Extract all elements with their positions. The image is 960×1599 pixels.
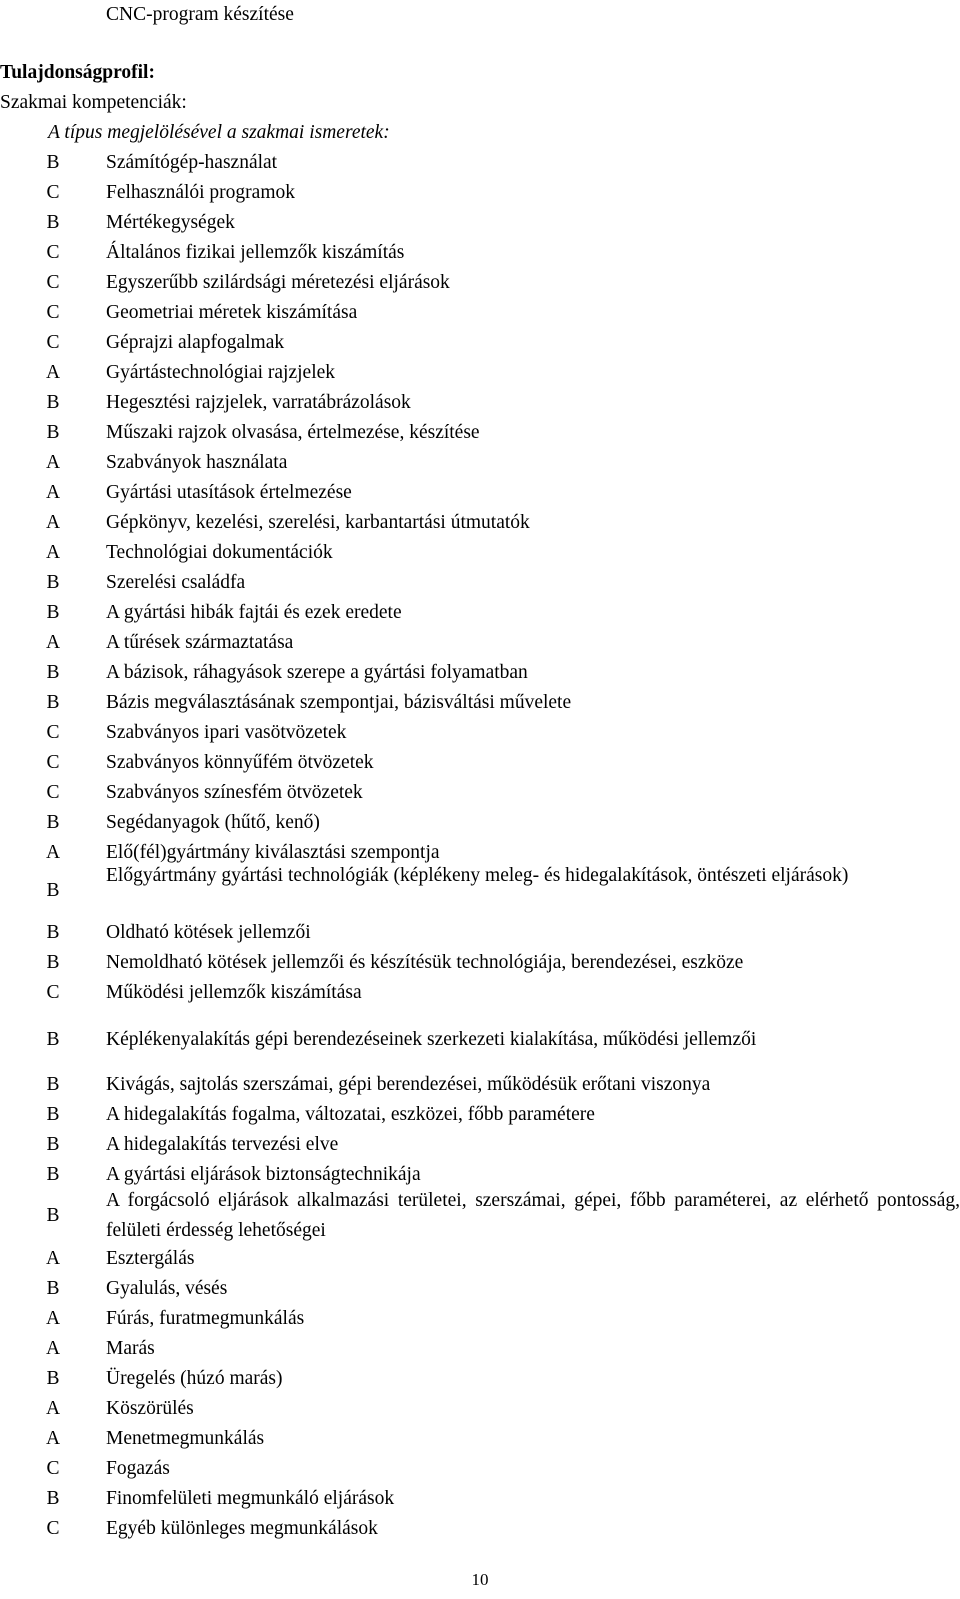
competency-text: A bázisok, ráhagyások szerepe a gyártási folyamatban bbox=[106, 662, 528, 683]
list-item bbox=[0, 920, 960, 946]
competency-text: Bázis megválasztásának szempontjai, bázisváltási művelete bbox=[106, 692, 572, 713]
competency-text: Oldható kötések jellemzői bbox=[106, 922, 311, 943]
list-item bbox=[0, 810, 960, 836]
competency-level: B bbox=[46, 1488, 60, 1509]
competency-level: B bbox=[46, 422, 60, 443]
competencies-subtitle: Szakmai kompetenciák: bbox=[0, 92, 187, 113]
list-item bbox=[0, 1456, 960, 1482]
competency-text: Működési jellemzők kiszámítása bbox=[106, 982, 362, 1003]
competency-level: C bbox=[46, 272, 60, 293]
list-item bbox=[0, 1486, 960, 1512]
competency-level: B bbox=[46, 1134, 60, 1155]
competency-level: A bbox=[45, 452, 61, 473]
competency-text: Nemoldható kötések jellemzői és készítésük technológiája, berendezései, eszköze bbox=[106, 952, 744, 973]
knowledge-subheading: A típus megjelölésével a szakmai ismeretek: bbox=[48, 122, 390, 143]
competency-text: Menetmegmunkálás bbox=[106, 1428, 265, 1449]
competency-level: A bbox=[45, 362, 61, 383]
list-item bbox=[0, 570, 960, 596]
list-item bbox=[0, 270, 960, 296]
competency-level: A bbox=[45, 1248, 61, 1269]
competency-text: Számítógép-használat bbox=[106, 152, 278, 173]
list-item bbox=[0, 1072, 960, 1098]
page-number: 10 bbox=[471, 1570, 489, 1589]
competency-level: A bbox=[45, 1428, 61, 1449]
competency-level: C bbox=[46, 722, 60, 743]
competency-level: B bbox=[46, 922, 60, 943]
list-item bbox=[0, 1366, 960, 1392]
page-header-title: CNC-program készítése bbox=[106, 4, 294, 25]
competency-text: A forgácsoló eljárások alkalmazási területei, szerszámai, gépei, főbb paraméterei, az elérhető pontosság, felületi érdesség lehetőségei bbox=[106, 1190, 960, 1241]
competency-level: C bbox=[46, 182, 60, 203]
competency-level: B bbox=[46, 1164, 60, 1185]
list-item bbox=[0, 150, 960, 176]
competency-level: B bbox=[46, 812, 60, 833]
competency-level: A bbox=[45, 1398, 61, 1419]
list-item bbox=[0, 1246, 960, 1272]
list-item bbox=[0, 1102, 960, 1128]
competency-text: Hegesztési rajzjelek, varratábrázolások bbox=[106, 392, 411, 413]
competency-text: A hidegalakítás tervezési elve bbox=[106, 1134, 339, 1155]
list-item bbox=[0, 660, 960, 686]
list-item bbox=[0, 510, 960, 536]
competency-text: Üregelés (húzó marás) bbox=[106, 1368, 283, 1389]
list-item bbox=[0, 390, 960, 416]
competency-level: C bbox=[46, 332, 60, 353]
competency-level: C bbox=[46, 782, 60, 803]
competency-text: Műszaki rajzok olvasása, értelmezése, készítése bbox=[106, 422, 480, 443]
competency-level: C bbox=[46, 1518, 60, 1539]
competency-text: A tűrések származtatása bbox=[106, 632, 294, 653]
competency-text: Marás bbox=[106, 1338, 155, 1359]
competency-level: B bbox=[46, 1368, 60, 1389]
list-item bbox=[0, 1426, 960, 1452]
list-item bbox=[0, 480, 960, 506]
list-item bbox=[0, 180, 960, 206]
competency-level: C bbox=[46, 752, 60, 773]
competency-level: B bbox=[46, 392, 60, 413]
competency-text: Egyéb különleges megmunkálások bbox=[106, 1518, 378, 1539]
competency-text: Fúrás, furatmegmunkálás bbox=[106, 1308, 305, 1329]
competency-text: Géprajzi alapfogalmak bbox=[106, 332, 285, 353]
competency-level: A bbox=[45, 842, 61, 863]
competency-text: Előgyártmány gyártási technológiák (képlékeny meleg- és hidegalakítások, öntészeti eljárások) bbox=[106, 865, 849, 886]
competency-level: A bbox=[45, 1308, 61, 1329]
list-item bbox=[0, 1396, 960, 1422]
competency-level: A bbox=[45, 482, 61, 503]
list-item bbox=[0, 720, 960, 746]
list-item bbox=[0, 1027, 960, 1053]
list-item bbox=[0, 1186, 960, 1246]
list-item bbox=[0, 600, 960, 626]
competency-text: Gépkönyv, kezelési, szerelési, karbantartási útmutatók bbox=[106, 512, 530, 533]
competency-text: Gyalulás, vésés bbox=[106, 1278, 228, 1299]
competency-text: Általános fizikai jellemzők kiszámítás bbox=[106, 242, 405, 263]
competency-level: B bbox=[46, 1074, 60, 1095]
list-item bbox=[0, 300, 960, 326]
competency-text: Szerelési családfa bbox=[106, 572, 246, 593]
competency-level: B bbox=[46, 212, 60, 233]
competency-text: Technológiai dokumentációk bbox=[106, 542, 333, 563]
competency-level: B bbox=[46, 952, 60, 973]
competency-text: Fogazás bbox=[106, 1458, 170, 1479]
list-item bbox=[0, 630, 960, 656]
list-item bbox=[0, 1276, 960, 1302]
list-item bbox=[0, 690, 960, 716]
competency-level: B bbox=[46, 1205, 60, 1226]
list-item bbox=[0, 861, 960, 921]
list-item bbox=[0, 540, 960, 566]
competency-text: Elő(fél)gyártmány kiválasztási szempontja bbox=[106, 842, 440, 863]
competency-level: C bbox=[46, 1458, 60, 1479]
competency-level: A bbox=[45, 632, 61, 653]
competency-text: Gyártási utasítások értelmezése bbox=[106, 482, 352, 503]
competency-text: Kivágás, sajtolás szerszámai, gépi berendezései, működésük erőtani viszonya bbox=[106, 1074, 711, 1095]
competency-level: C bbox=[46, 242, 60, 263]
section-title: Tulajdonságprofil: bbox=[0, 62, 155, 83]
competency-level: A bbox=[45, 542, 61, 563]
competency-text: Köszörülés bbox=[106, 1398, 194, 1419]
list-item bbox=[0, 780, 960, 806]
list-item bbox=[0, 330, 960, 356]
list-item bbox=[0, 1132, 960, 1158]
list-item bbox=[0, 1516, 960, 1542]
competency-level: B bbox=[46, 602, 60, 623]
competency-text: Szabványok használata bbox=[106, 452, 288, 473]
list-item bbox=[0, 450, 960, 476]
list-item bbox=[0, 360, 960, 386]
list-item bbox=[0, 980, 960, 1006]
competency-level: B bbox=[46, 1104, 60, 1125]
competency-text: A gyártási hibák fajtái és ezek eredete bbox=[106, 602, 402, 623]
competency-text: Szabványos ipari vasötvözetek bbox=[106, 722, 347, 743]
competency-text: Finomfelületi megmunkáló eljárások bbox=[106, 1488, 395, 1509]
list-item bbox=[0, 1306, 960, 1332]
competency-level: C bbox=[46, 302, 60, 323]
list-item bbox=[0, 950, 960, 976]
competency-level: B bbox=[46, 880, 60, 901]
competency-text: Felhasználói programok bbox=[106, 182, 295, 203]
competency-level: C bbox=[46, 982, 60, 1003]
list-item bbox=[0, 240, 960, 266]
competency-text: Egyszerűbb szilárdsági méretezési eljárások bbox=[106, 272, 450, 293]
competency-text: A hidegalakítás fogalma, változatai, eszközei, főbb paramétere bbox=[106, 1104, 595, 1125]
competency-level: A bbox=[45, 1338, 61, 1359]
competency-level: B bbox=[46, 152, 60, 173]
competency-level: B bbox=[46, 692, 60, 713]
competency-text: Geometriai méretek kiszámítása bbox=[106, 302, 358, 323]
competency-text: Szabványos színesfém ötvözetek bbox=[106, 782, 363, 803]
competency-text: Segédanyagok (hűtő, kenő) bbox=[106, 812, 320, 833]
competency-text: A gyártási eljárások biztonságtechnikája bbox=[106, 1164, 421, 1185]
competency-text: Esztergálás bbox=[106, 1248, 195, 1269]
competency-level: B bbox=[46, 1278, 60, 1299]
list-item bbox=[0, 1162, 960, 1188]
list-item bbox=[0, 1336, 960, 1362]
competency-level: B bbox=[46, 662, 60, 683]
competency-text: Szabványos könnyűfém ötvözetek bbox=[106, 752, 374, 773]
list-item bbox=[0, 420, 960, 446]
competency-text: Mértékegységek bbox=[106, 212, 235, 233]
competency-text: Képlékenyalakítás gépi berendezéseinek szerkezeti kialakítása, működési jellemzői bbox=[106, 1029, 757, 1050]
competency-level: B bbox=[46, 1029, 60, 1050]
competency-level: B bbox=[46, 572, 60, 593]
list-item bbox=[0, 210, 960, 236]
competency-level: A bbox=[45, 512, 61, 533]
list-item bbox=[0, 750, 960, 776]
competency-text: Gyártástechnológiai rajzjelek bbox=[106, 362, 336, 383]
